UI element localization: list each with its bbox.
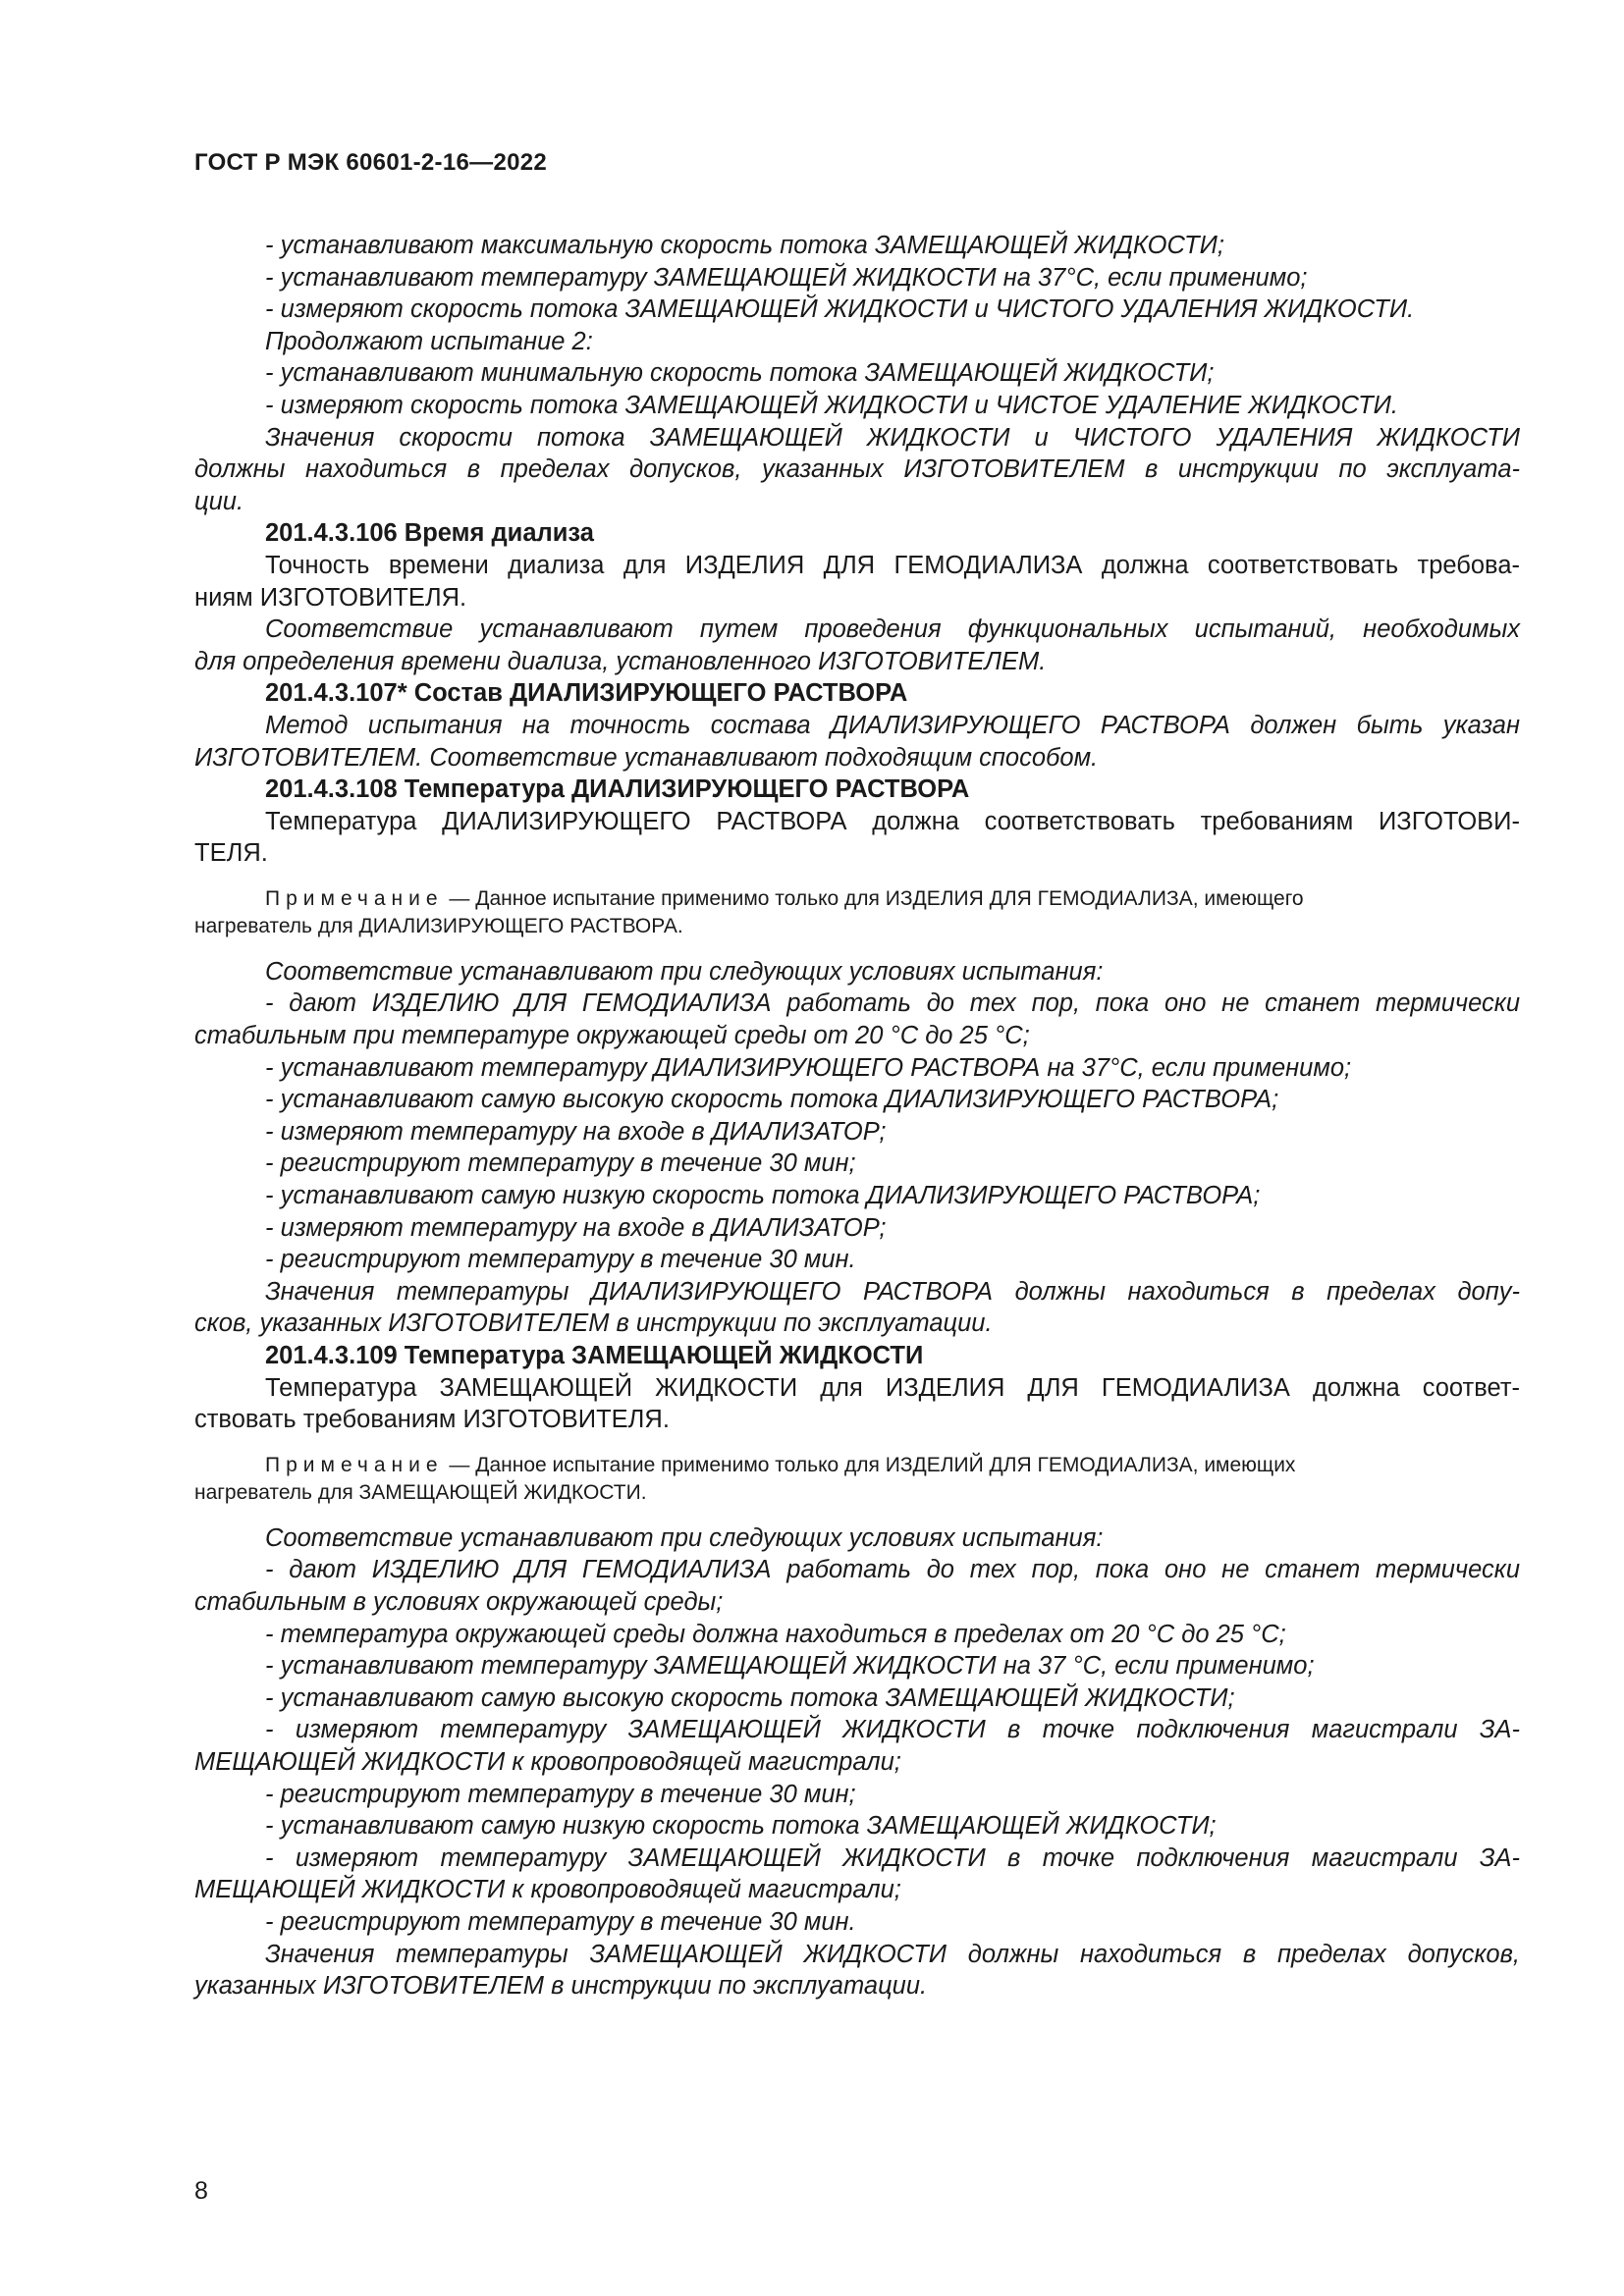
text-line: - устанавливают минимальную скорость потока ЗАМЕЩАЮЩЕЙ ЖИДКОСТИ;	[265, 359, 1215, 388]
text-line: - устанавливают температуру ЗАМЕЩАЮЩЕЙ ЖИДКОСТИ на 37 °С, если применимо;	[265, 1652, 1315, 1681]
text-line: Продолжают испытание 2:	[265, 327, 593, 355]
text-line: ствовать требованиям ИЗГОТОВИТЕЛЯ.	[194, 1406, 670, 1434]
text-line: должны находиться в пределах допусков, указанных ИЗГОТОВИТЕЛЕМ в инструкции по эксплуата-	[194, 455, 1520, 484]
text-line: - устанавливают самую низкую скорость потока ЗАМЕЩАЮЩЕЙ ЖИДКОСТИ;	[265, 1812, 1217, 1841]
text-line: Значения температуры ЗАМЕЩАЮЩЕЙ ЖИДКОСТИ должны находиться в пределах допусков,	[265, 1940, 1520, 1968]
text-line: - измеряют скорость потока ЗАМЕЩАЮЩЕЙ ЖИДКОСТИ и ЧИСТОГО УДАЛЕНИЯ ЖИДКОСТИ.	[265, 295, 1415, 324]
text-line: Соответствие устанавливают при следующих условиях испытания:	[265, 957, 1104, 986]
text-line: ции.	[194, 487, 244, 515]
text-line: - устанавливают температуру ДИАЛИЗИРУЮЩЕГО РАСТВОРА на 37°С, если применимо;	[265, 1053, 1352, 1082]
text-line: - измеряют температуру на входе в ДИАЛИЗАТОР;	[265, 1117, 887, 1146]
section-heading: 201.4.3.106 Время диализа	[265, 519, 594, 548]
document-body	[194, 230, 1520, 2002]
text-line: - измеряют температуру на входе в ДИАЛИЗАТОР;	[265, 1213, 887, 1242]
text-line: - устанавливают максимальную скорость потока ЗАМЕЩАЮЩЕЙ ЖИДКОСТИ;	[265, 232, 1224, 259]
text-line: МЕЩАЮЩЕЙ ЖИДКОСТИ к кровопроводящей магистрали;	[194, 1747, 901, 1776]
text-line: стабильным в условиях окружающей среды;	[194, 1587, 724, 1616]
text-line: Точность времени диализа для ИЗДЕЛИЯ ДЛЯ ГЕМОДИАЛИЗА должна соответствовать требова-	[265, 551, 1520, 579]
text-line: Значения скорости потока ЗАМЕЩАЮЩЕЙ ЖИДКОСТИ и ЧИСТОГО УДАЛЕНИЯ ЖИДКОСТИ	[265, 423, 1520, 452]
text-line: Соответствие устанавливают путем проведения функциональных испытаний, необходимых	[265, 615, 1520, 644]
text-line: - устанавливают самую высокую скорость потока ЗАМЕЩАЮЩЕЙ ЖИДКОСТИ;	[265, 1683, 1235, 1712]
text-line: ТЕЛЯ.	[194, 839, 268, 868]
note-label: Примечание	[265, 886, 444, 910]
text-line: стабильным при температуре окружающей среды от 20 °С до 25 °С;	[194, 1022, 1030, 1050]
note-text: — Данное испытание применимо только для ИЗДЕЛИЯ ДЛЯ ГЕМОДИАЛИЗА, имеющего	[443, 886, 1304, 910]
text-line: Температура ДИАЛИЗИРУЮЩЕГО РАСТВОРА должна соответствовать требованиям ИЗГОТОВИ-	[265, 807, 1520, 835]
text-line: - регистрируют температуру в течение 30 мин;	[265, 1780, 856, 1808]
section-heading: 201.4.3.107* Состав ДИАЛИЗИРУЮЩЕГО РАСТВОРА	[265, 679, 908, 708]
text-line: - измеряют температуру ЗАМЕЩАЮЩЕЙ ЖИДКОСТИ в точке подключения магистрали ЗА-	[265, 1716, 1520, 1744]
text-line: ниям ИЗГОТОВИТЕЛЯ.	[194, 583, 467, 612]
text-line: ИЗГОТОВИТЕЛЕМ. Соответствие устанавливают подходящим способом.	[194, 743, 1099, 772]
text-line: указанных ИЗГОТОВИТЕЛЕМ в инструкции по эксплуатации.	[194, 1972, 928, 2001]
text-line: - устанавливают температуру ЗАМЕЩАЮЩЕЙ ЖИДКОСТИ на 37°С, если применимо;	[265, 263, 1308, 292]
text-line: - регистрируют температуру в течение 30 мин;	[265, 1149, 856, 1178]
text-line: - устанавливают самую высокую скорость потока ДИАЛИЗИРУЮЩЕГО РАСТВОРА;	[265, 1086, 1279, 1114]
text-line: - регистрируют температуру в течение 30 мин.	[265, 1246, 856, 1274]
note-line: нагреватель для ЗАМЕЩАЮЩЕЙ ЖИДКОСТИ.	[194, 1480, 647, 1504]
note-line	[194, 885, 1520, 913]
text-line: - температура окружающей среды должна находиться в пределах от 20 °С до 25 °С;	[265, 1620, 1286, 1648]
text-line: Метод испытания на точность состава ДИАЛИЗИРУЮЩЕГО РАСТВОРА должен быть указан	[265, 711, 1520, 739]
text-line: - дают ИЗДЕЛИЮ ДЛЯ ГЕМОДИАЛИЗА работать до тех пор, пока оно не станет термически	[265, 1556, 1520, 1584]
text-line: для определения времени диализа, установленного ИЗГОТОВИТЕЛЕМ.	[194, 647, 1047, 675]
text-line: - дают ИЗДЕЛИЮ ДЛЯ ГЕМОДИАЛИЗА работать до тех пор, пока оно не станет термически	[265, 989, 1520, 1018]
document-header: ГОСТ Р МЭК 60601-2-16—2022	[194, 149, 548, 176]
text-line: Значения температуры ДИАЛИЗИРУЮЩЕГО РАСТВОРА должны находиться в пределах допу-	[265, 1277, 1520, 1306]
section-heading: 201.4.3.109 Температура ЗАМЕЩАЮЩЕЙ ЖИДКОСТИ	[265, 1342, 924, 1369]
note-line	[194, 1452, 1520, 1479]
note-label: Примечание	[265, 1453, 444, 1476]
text-line: МЕЩАЮЩЕЙ ЖИДКОСТИ к кровопроводящей магистрали;	[194, 1876, 901, 1904]
text-line: Соответствие устанавливают при следующих условиях испытания:	[265, 1523, 1104, 1552]
note-line: нагреватель для ДИАЛИЗИРУЮЩЕГО РАСТВОРА.	[194, 914, 683, 937]
text-line: сков, указанных ИЗГОТОВИТЕЛЕМ в инструкции по эксплуатации.	[194, 1309, 993, 1338]
text-line: - измеряют скорость потока ЗАМЕЩАЮЩЕЙ ЖИДКОСТИ и ЧИСТОЕ УДАЛЕНИЕ ЖИДКОСТИ.	[265, 391, 1398, 419]
note-text: — Данное испытание применимо только для ИЗДЕЛИЙ ДЛЯ ГЕМОДИАЛИЗА, имеющих	[443, 1453, 1296, 1476]
text-line: Температура ЗАМЕЩАЮЩЕЙ ЖИДКОСТИ для ИЗДЕЛИЯ ДЛЯ ГЕМОДИАЛИЗА должна соответ-	[265, 1373, 1520, 1402]
text-line: - регистрируют температуру в течение 30 мин.	[265, 1907, 856, 1936]
text-line: - измеряют температуру ЗАМЕЩАЮЩЕЙ ЖИДКОСТИ в точке подключения магистрали ЗА-	[265, 1843, 1520, 1872]
section-heading: 201.4.3.108 Температура ДИАЛИЗИРУЮЩЕГО РАСТВОРА	[265, 775, 970, 804]
page-number: 8	[194, 2177, 208, 2205]
text-line: - устанавливают самую низкую скорость потока ДИАЛИЗИРУЮЩЕГО РАСТВОРА;	[265, 1182, 1261, 1210]
